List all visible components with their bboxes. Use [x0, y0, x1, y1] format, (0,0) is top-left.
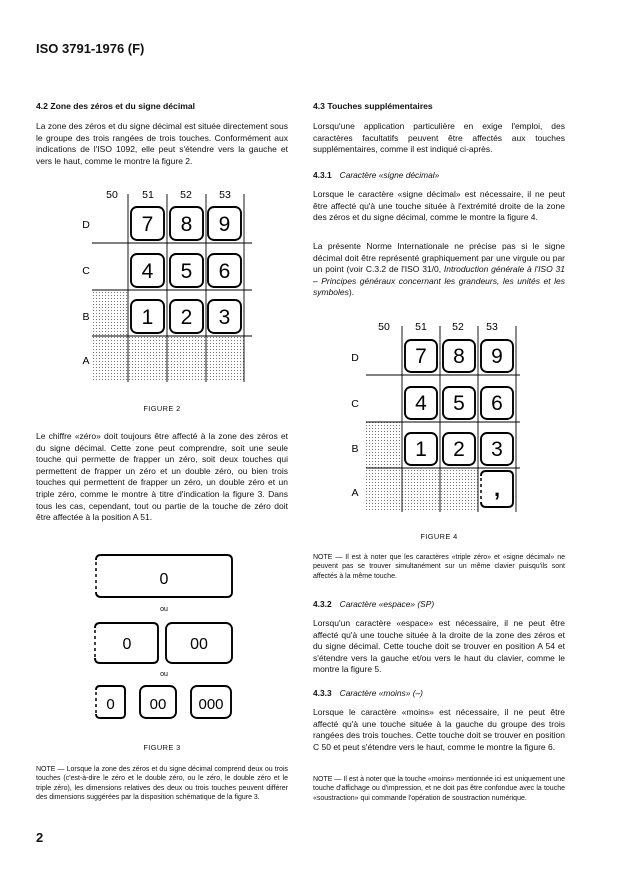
fig2-key: 9 [218, 213, 231, 236]
fig2-key: 4 [141, 260, 154, 283]
fig2-row-label: A [82, 355, 90, 367]
section-4-2-title: 4.2 Zone des zéros et du signe décimal [36, 101, 196, 111]
fig4-key: 5 [453, 392, 465, 415]
figure-4-note: NOTE — Il est à noter que les caractères «triple zéro» et «signe décimal» ne peuvent pas se trouver simultanément sur un même clavier puisqu'ils sont affectés à la même touche. [313, 554, 565, 580]
figure-3-note: NOTE — Lorsque la zone des zéros et du signe décimal comprend deux ou trois touches (c'est-à-dire le zéro et le double zéro, ou le zéro, le double zéro et le triple zéro), les dimensions relatives des deux ou trois touches peuvent différer des dimensions suggérées par la disposition schématique de la figure 3. [36, 766, 288, 801]
fig4-key: 1 [415, 438, 427, 461]
fig3-single-zero: 0 [159, 571, 169, 588]
figure-4-caption: FIGURE 4 [420, 532, 458, 541]
fig4-decimal-key: , [493, 476, 501, 501]
fig4-row-label: D [351, 352, 359, 364]
section-4-3-3-text: Lorsque le caractère «moins» est nécessaire, il ne peut être affecté qu'à une touche située à la gauche du groupe des trois rangées des trois touches. Cette touche doit se trouver en position C 50 et peut s'étendre vers le haut, comme le montre la figure 6. [313, 707, 565, 752]
fig4-key: 8 [453, 345, 465, 368]
fig2-row-label: B [82, 311, 90, 323]
fig2-key: 5 [180, 260, 193, 283]
fig2-key: 6 [218, 260, 231, 283]
fig2-col-label: 52 [180, 189, 192, 201]
section-4-3-1-text-2 [313, 241, 565, 299]
fig4-key: 3 [491, 438, 503, 461]
fig3-triple-triplezero: 000 [198, 696, 224, 713]
figure-2-caption: FIGURE 2 [143, 404, 181, 413]
section-4-3-3-note: NOTE — Il est à noter que la touche «moins» mentionnée ici est uniquement une touche d'affichage ou d'impression, et ne doit pas être confondue avec la touche «soustraction» qui commande l'opération de soustraction numérique. [313, 776, 565, 802]
section-4-3-2-text: Lorsqu'un caractère «espace» est nécessaire, il ne peut être affecté qu'à une touche située à la droite de la zone des zéros et du signe décimal. Cette touche doit se trouver en position A 54 et s'étendre vers la gauche et/ou vers le haut du clavier, comme le montre la figure 5. [313, 618, 565, 675]
fig3-triple-doublezero: 00 [149, 696, 167, 713]
text-run-italic: Introduction générale à l'ISO 31 – Principes généraux concernant les grandeurs, les unités et les symboles [313, 264, 565, 298]
fig2-key: 3 [218, 306, 231, 329]
zero-zone-left-shade [366, 422, 402, 512]
fig2-key: 8 [180, 213, 193, 236]
fig4-key: 4 [415, 392, 427, 415]
section-4-2-text: La zone des zéros et du signe décimal est située directement sous le groupe des trois rangées de trois touches. Conformément aux indications de l'ISO 1092, elle peut s'étendre vers la gauche et vers le haut, comme le montre la figure 2. [36, 121, 288, 166]
section-4-3-title: 4.3 Touches supplémentaires [313, 101, 433, 111]
figure-3-caption: FIGURE 3 [143, 743, 181, 752]
section-4-3-text: Lorsqu'une application particulière en exige l'emploi, des caractères facultatifs peuvent être affectés aux touches supplémentaires, comme il est indiqué ci-après. [313, 121, 565, 155]
section-title: Caractère «espace» (SP) [339, 599, 435, 609]
fig4-key: 9 [491, 345, 503, 368]
fig2-row-label: D [82, 219, 90, 231]
fig4-col-label: 52 [452, 321, 464, 333]
fig2-col-label: 51 [142, 189, 154, 201]
fig2-col-label: 50 [106, 189, 118, 201]
fig4-key: 2 [453, 438, 465, 461]
fig4-row-label: C [351, 398, 359, 410]
fig2-col-label: 53 [219, 189, 231, 201]
figure-4 [344, 316, 522, 524]
fig4-col-label: 53 [486, 321, 498, 333]
page-number: 2 [36, 830, 44, 845]
section-title: Caractère «moins» (–) [339, 688, 423, 698]
fig3-double-doublezero: 00 [190, 636, 208, 653]
section-4-3-1-heading [313, 170, 439, 180]
section-number: 4.3.1 [313, 170, 332, 180]
section-4-3-1-text: Lorsque le caractère «signe décimal» est nécessaire, il ne peut être affecté qu'à une touche située à l'extrémité droite de la zone des zéros et du signe décimal, comme le montre la figure 4. [313, 189, 565, 223]
fig4-key: 7 [415, 345, 427, 368]
fig3-or-1: ou [160, 606, 168, 613]
figure-2 [80, 186, 258, 394]
section-number: 4.3.2 [313, 599, 332, 609]
document-header: ISO 3791-1976 (F) [36, 41, 145, 56]
fig4-col-label: 51 [415, 321, 427, 333]
fig4-key: 6 [491, 392, 503, 415]
fig2-key: 1 [141, 306, 154, 329]
fig4-row-label: B [351, 443, 359, 455]
fig2-key: 7 [141, 213, 154, 236]
zero-zone-text: Le chiffre «zéro» doit toujours être affecté à la zone des zéros et du signe décimal. Cette zone peut comprendre, soit une seule touche qui permette de frapper un zéro, soit deux touches qui permettent de frapper un zéro et un double zéro, ou bien trois touches qui permettent de frapper un zéro, un double zéro et un triple zéro, comme le montre à titre d'indication la figure 3. Dans tous les cas, cependant, tout ou partie de la touche de zéro doit être affectée à la position A 51. [36, 431, 288, 523]
fig2-row-label: C [82, 265, 90, 277]
fig3-double-zero: 0 [122, 636, 132, 653]
section-number: 4.3.3 [313, 688, 332, 698]
section-4-3-2-heading [313, 599, 434, 609]
fig3-or-2: ou [160, 671, 168, 678]
fig4-col-label: 50 [378, 321, 390, 333]
fig2-key: 2 [180, 306, 193, 329]
figure-3 [90, 552, 250, 722]
fig3-triple-zero: 0 [106, 696, 115, 713]
section-title: Caractère «signe décimal» [339, 170, 440, 180]
fig4-row-label: A [351, 487, 359, 499]
section-4-3-3-heading [313, 688, 423, 698]
text-run: ). [348, 287, 355, 298]
zero-zone-bottom-shade [128, 336, 244, 382]
text-run: La présente Norme Internationale ne précise pas si le signe décimal doit être représenté graphiquement par une virgule ou par un point (voir C.3.2 de l'ISO 31/0, [313, 241, 565, 275]
